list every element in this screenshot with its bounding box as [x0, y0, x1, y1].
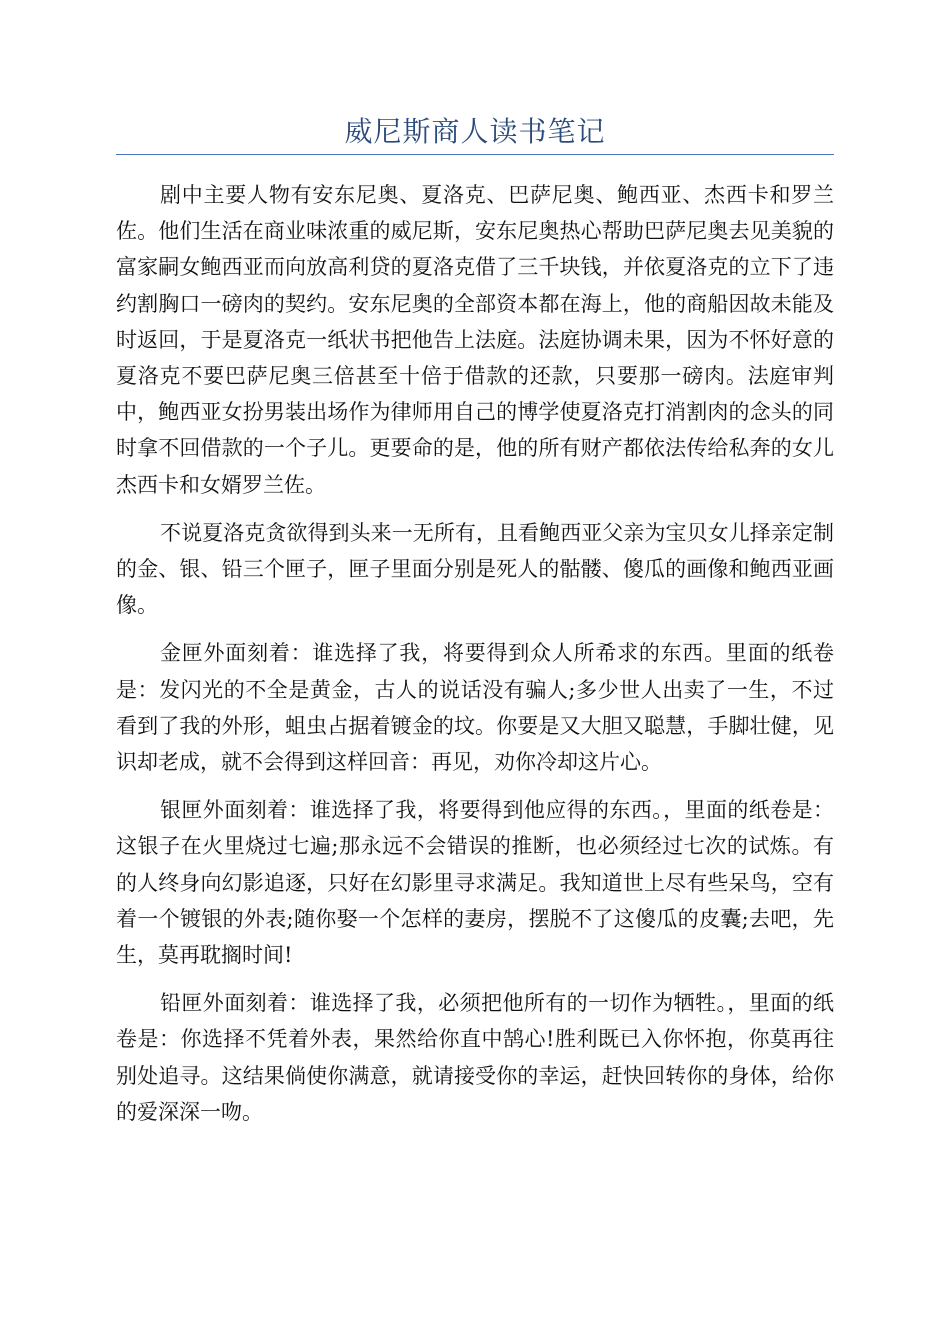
- document-title: 威尼斯商人读书笔记: [344, 115, 606, 148]
- paragraph-three-caskets: 不说夏洛克贪欲得到头来一无所有，且看鲍西亚父亲为宝贝女儿择亲定制的金、银、铅三个匣子，匣子里面分别是死人的骷髅、傻瓜的画像和鲍西亚画像。: [116, 520, 834, 618]
- paragraph-lead-casket: 铅匣外面刻着：谁选择了我，必须把他所有的一切作为牺牲。，里面的纸卷是：你选择不凭着外表，果然给你直中鹄心!胜利既已入你怀抱，你莫再往别处追寻。这结果倘使你满意，就请接受你的幸运，赶快回转你的身体，给你的爱深深一吻。: [116, 991, 834, 1124]
- paragraph-characters-plot: 剧中主要人物有安东尼奥、夏洛克、巴萨尼奥、鲍西亚、杰西卡和罗兰佐。他们生活在商业味浓重的威尼斯，安东尼奥热心帮助巴萨尼奥去见美貌的富家嗣女鲍西亚而向放高利贷的夏洛克借了三千块钱，并依夏洛克的立下了违约割胸口一磅肉的契约。安东尼奥的全部资本都在海上，他的商船因故未能及时返回，于是夏洛克一纸状书把他告上法庭。法庭协调未果，因为不怀好意的夏洛克不要巴萨尼奥三倍甚至十倍于借款的还款，只要那一磅肉。法庭审判中，鲍西亚女扮男装出场作为律师用自己的博学使夏洛克打消割肉的念头的同时拿不回借款的一个子儿。更要命的是，他的所有财产都依法传给私奔的女儿杰西卡和女婿罗兰佐。: [116, 183, 834, 497]
- document-page: [116, 112, 834, 1142]
- paragraph-gold-casket: 金匣外面刻着：谁选择了我，将要得到众人所希求的东西。里面的纸卷是：发闪光的不全是黄金，古人的说话没有骗人;多少世人出卖了一生，不过看到了我的外形，蛆虫占据着镀金的坟。你要是又大胆又聪慧，手脚壮健，见识却老成，就不会得到这样回音：再见，劝你冷却这片心。: [116, 641, 834, 775]
- title-underline: [116, 154, 834, 155]
- paragraph-silver-casket: 银匣外面刻着：谁选择了我，将要得到他应得的东西。，里面的纸卷是：这银子在火里烧过七遍;那永远不会错误的推断，也必须经过七次的试炼。有的人终身向幻影追逐，只好在幻影里寻求满足。我知道世上尽有些呆鸟，空有着一个镀银的外表;随你娶一个怎样的妻房，摆脱不了这傻瓜的皮囊;去吧，先生，莫再耽搁时间!: [116, 798, 834, 968]
